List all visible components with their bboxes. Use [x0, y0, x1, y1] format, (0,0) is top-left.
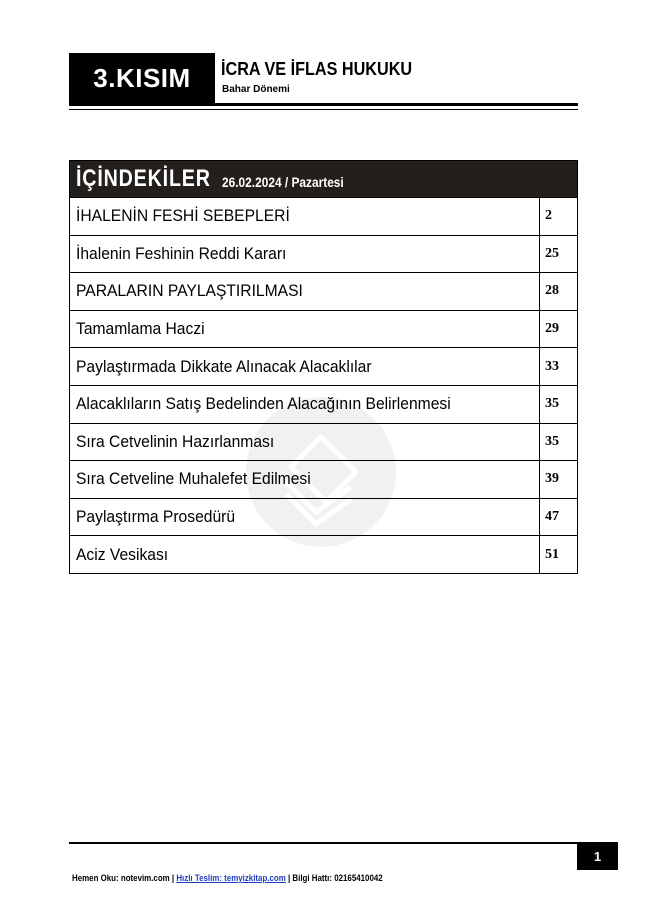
- footer-delivery-link[interactable]: Hızlı Teslim: temyizkitap.com: [176, 873, 286, 883]
- toc-entry-title: [70, 273, 540, 310]
- toc-entry-page: 39: [545, 471, 559, 487]
- toc-row[interactable]: [69, 311, 578, 349]
- toc-entry-title-text: İhalenin Feshinin Reddi Kararı: [76, 243, 287, 263]
- toc-heading: İÇİNDEKİLER: [76, 165, 211, 192]
- toc-entry-title-text: PARALARIN PAYLAŞTIRILMASI: [76, 281, 303, 301]
- section-label: 3.KISIM: [69, 53, 215, 103]
- toc-row[interactable]: [69, 536, 578, 574]
- toc-entry-title: [70, 461, 540, 498]
- footer-info: [72, 873, 383, 883]
- header-divider-thick: [69, 103, 578, 106]
- toc-row[interactable]: [69, 273, 578, 311]
- footer-separator: |: [285, 873, 293, 883]
- toc-row[interactable]: [69, 236, 578, 274]
- footer-divider: [69, 842, 578, 844]
- toc-entry-title: [70, 499, 540, 536]
- toc-entry-page: 25: [545, 245, 559, 261]
- toc-row[interactable]: [69, 348, 578, 386]
- footer-phone: Bilgi Hattı: 02165410042: [292, 873, 383, 883]
- toc-entry-page: 51: [545, 546, 559, 562]
- toc-row[interactable]: [69, 198, 578, 236]
- toc-entry-title: [70, 536, 540, 573]
- toc-entry-title: [70, 311, 540, 348]
- toc-entry-title-text: Sıra Cetveline Muhalefet Edilmesi: [76, 469, 311, 489]
- table-of-contents: [69, 160, 578, 574]
- toc-header: [69, 160, 578, 198]
- toc-entry-title: [70, 424, 540, 461]
- toc-entry-page: 2: [545, 208, 552, 224]
- toc-entry-title: [70, 386, 540, 423]
- toc-row[interactable]: [69, 386, 578, 424]
- toc-entry-title: [70, 348, 540, 385]
- footer-read-link[interactable]: Hemen Oku: notevim.com: [72, 873, 170, 883]
- toc-entry-page: 47: [545, 509, 559, 525]
- page-header: [69, 53, 578, 103]
- toc-row[interactable]: [69, 424, 578, 462]
- footer-separator: |: [169, 873, 177, 883]
- toc-entry-title-text: Sıra Cetvelinin Hazırlanması: [76, 431, 275, 451]
- toc-entry-page: 33: [545, 358, 559, 374]
- toc-entry-page: 28: [545, 283, 559, 299]
- toc-entry-title-text: Tamamlama Haczi: [76, 319, 205, 339]
- toc-entry-title: [70, 198, 540, 235]
- page-number: 1: [577, 842, 618, 870]
- toc-entry-page: 35: [545, 433, 559, 449]
- toc-entry-page: 35: [545, 396, 559, 412]
- toc-entry-title-text: Alacaklıların Satış Bedelinden Alacağının Belirlenmesi: [76, 394, 451, 414]
- course-title: İCRA VE İFLAS HUKUKU: [221, 59, 413, 79]
- toc-entry-title-text: İHALENİN FESHİ SEBEPLERİ: [76, 206, 290, 226]
- toc-entry-title-text: Paylaştırmada Dikkate Alınacak Alacaklılar: [76, 356, 372, 376]
- toc-entry-title-text: Aciz Vesikası: [76, 544, 169, 564]
- header-divider-thin: [69, 109, 578, 110]
- toc-date: 26.02.2024 / Pazartesi: [222, 174, 345, 190]
- term-label: Bahar Dönemi: [222, 84, 290, 95]
- toc-entry-title-text: Paylaştırma Prosedürü: [76, 507, 236, 527]
- toc-row[interactable]: [69, 461, 578, 499]
- toc-row[interactable]: [69, 499, 578, 537]
- toc-entry-page: 29: [545, 321, 559, 337]
- toc-entry-title: [70, 236, 540, 273]
